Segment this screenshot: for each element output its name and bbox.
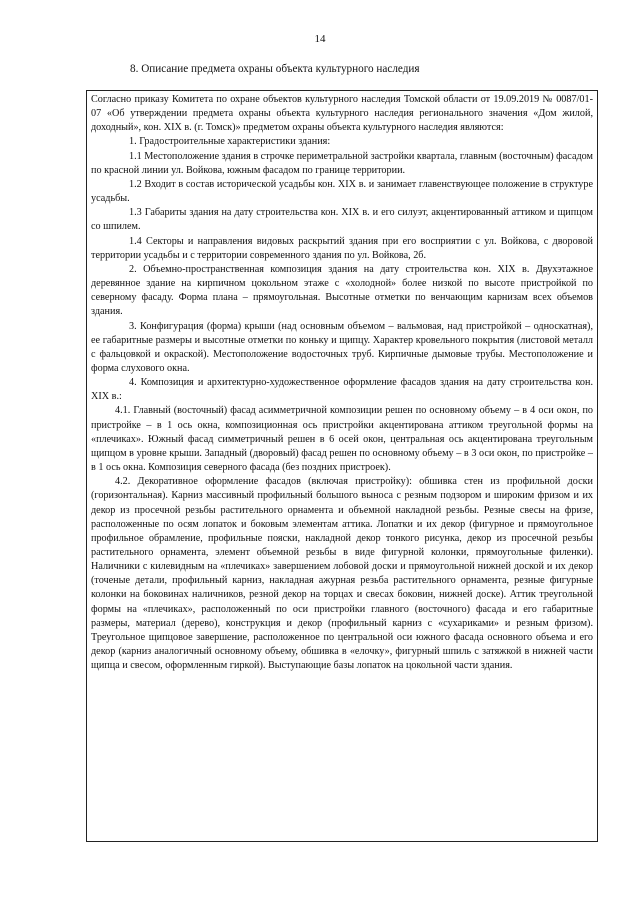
paragraph-4-heading: 4. Композиция и архитектурно-художественное оформление фасадов здания на дату строительства кон. XIX в.: (91, 377, 593, 403)
paragraph-1-4: 1.4 Секторы и направления видовых раскрытий здания при его восприятии с ул. Войкова, с дворовой территории усадьбы и с территории современного здания по ул. Войкова, 2б. (91, 235, 593, 261)
paragraph-4-2: 4.2. Декоративное оформление фасадов (включая пристройку): обшивка стен из профильной доски (горизонтальная). Карниз массивный профильный большого выноса с резным подзором и широким фризом и их декор из просечной резьбы растительного орнамента и объемной накладной резьбы. Резные свесы на фризе, расположенные по осям лопаток и боковым элементам аттика. Лопатки и их декор (фигурное и прямоугольное профильное обрамление, профильные пояски, накладной декор тонкого рисунка, декор из просечной резьбы растительного орнамента, элемент объемной резьбы в виде фигурной колонки, прямоугольные филенки). Наличники с килевидным на «плечиках» завершением лобовой доски и прямоугольной нижней доской и их декор (точеные детали, профильный карниз, накладная ажурная резьба растительного орнамента, резные фигурные колонки на боковинах наличников, резной декор на торцах и свесах боковин, нижней доске). Аттик треугольной формы на «плечиках», расположенный по оси пристройки главного (восточного) фасада и его габаритные размеры, материал (дерево), конструкция и декор (профильный карниз с «сухариками» и резным фризом). Треугольное щипцовое завершение, расположенное по центральной оси южного фасада основного объема и его декор (карниз аналогичный основному объему, обшивка в «елочку», фигурный шпиль с затяжкой в нижней части щипца и свесом, оформленным гиркой). Выступающие базы лопаток на цокольной части здания. (91, 476, 593, 672)
paragraph-1-2: 1.2 Входит в состав исторической усадьбы кон. XIX в. и занимает главенствующее положение в структуре усадьбы. (91, 178, 593, 205)
protection-subject-box (86, 90, 598, 842)
paragraph-1-1: 1.1 Местоположение здания в строчке периметральной застройки квартала, главным (восточным) фасадом по красной линии ул. Войкова, южным фасадом по границе территории. (91, 150, 594, 176)
paragraph-1-heading: 1. Градостроительные характеристики здания: (129, 136, 331, 148)
paragraph-3: 3. Конфигурация (форма) крыши (над основным объемом – вальмовая, над пристройкой – односкатная), ее габаритные размеры и высотные отметки по коньку и щипцу. Характер кровельного покрытия (листовой металл с фальцовкой и окраской). Местоположение водосточных труб. Кирпичные дымовые трубы. Местоположение и форма слухового окна. (91, 320, 593, 374)
section-title: 8. Описание предмета охраны объекта культурного наследия (130, 63, 420, 75)
page-number: 14 (314, 33, 326, 45)
paragraph-4-1: 4.1. Главный (восточный) фасад асимметричной композиции решен по основному объему – в 4 оси окон, по пристройке – в 1 ось окна, композиционная ось пристройки акцентирована аттиком треугольной формы на «плечиках». Южный фасад симметричный решен в 6 осей окон, центральная ось акцентирована треугольным щипцом в уровне крыши. Западный (дворовый) фасад решен по основному объему – в 3 оси окон, по пристройке – в 1 ось окна. Композиция северного фасада (без поздних пристроек). (91, 405, 593, 474)
paragraph-1-3: 1.3 Габариты здания на дату строительства кон. XIX в. и его силуэт, акцентированный аттиком и щипцом со шпилем. (91, 207, 593, 233)
paragraph-2: 2. Объемно-пространственная композиция здания на дату строительства кон. XIX в. Двухэтажное деревянное здание на кирпичном цокольном этаже с «холодной» более низкой по высоте пристройкой по северному фасаду. Форма плана – прямоугольная. Высотные отметки по венчающим карнизам всех объемов здания. (91, 263, 593, 318)
paragraph-intro: Согласно приказу Комитета по охране объектов культурного наследия Томской области от 19.09.2019 № 0087/01-07 «Об утверждении предмета охраны объекта культурного наследия регионального значения «Дом жилой, доходный», кон. XIX в. (г. Томск)» предметом охраны объекта культурного наследия являются: (91, 94, 593, 134)
